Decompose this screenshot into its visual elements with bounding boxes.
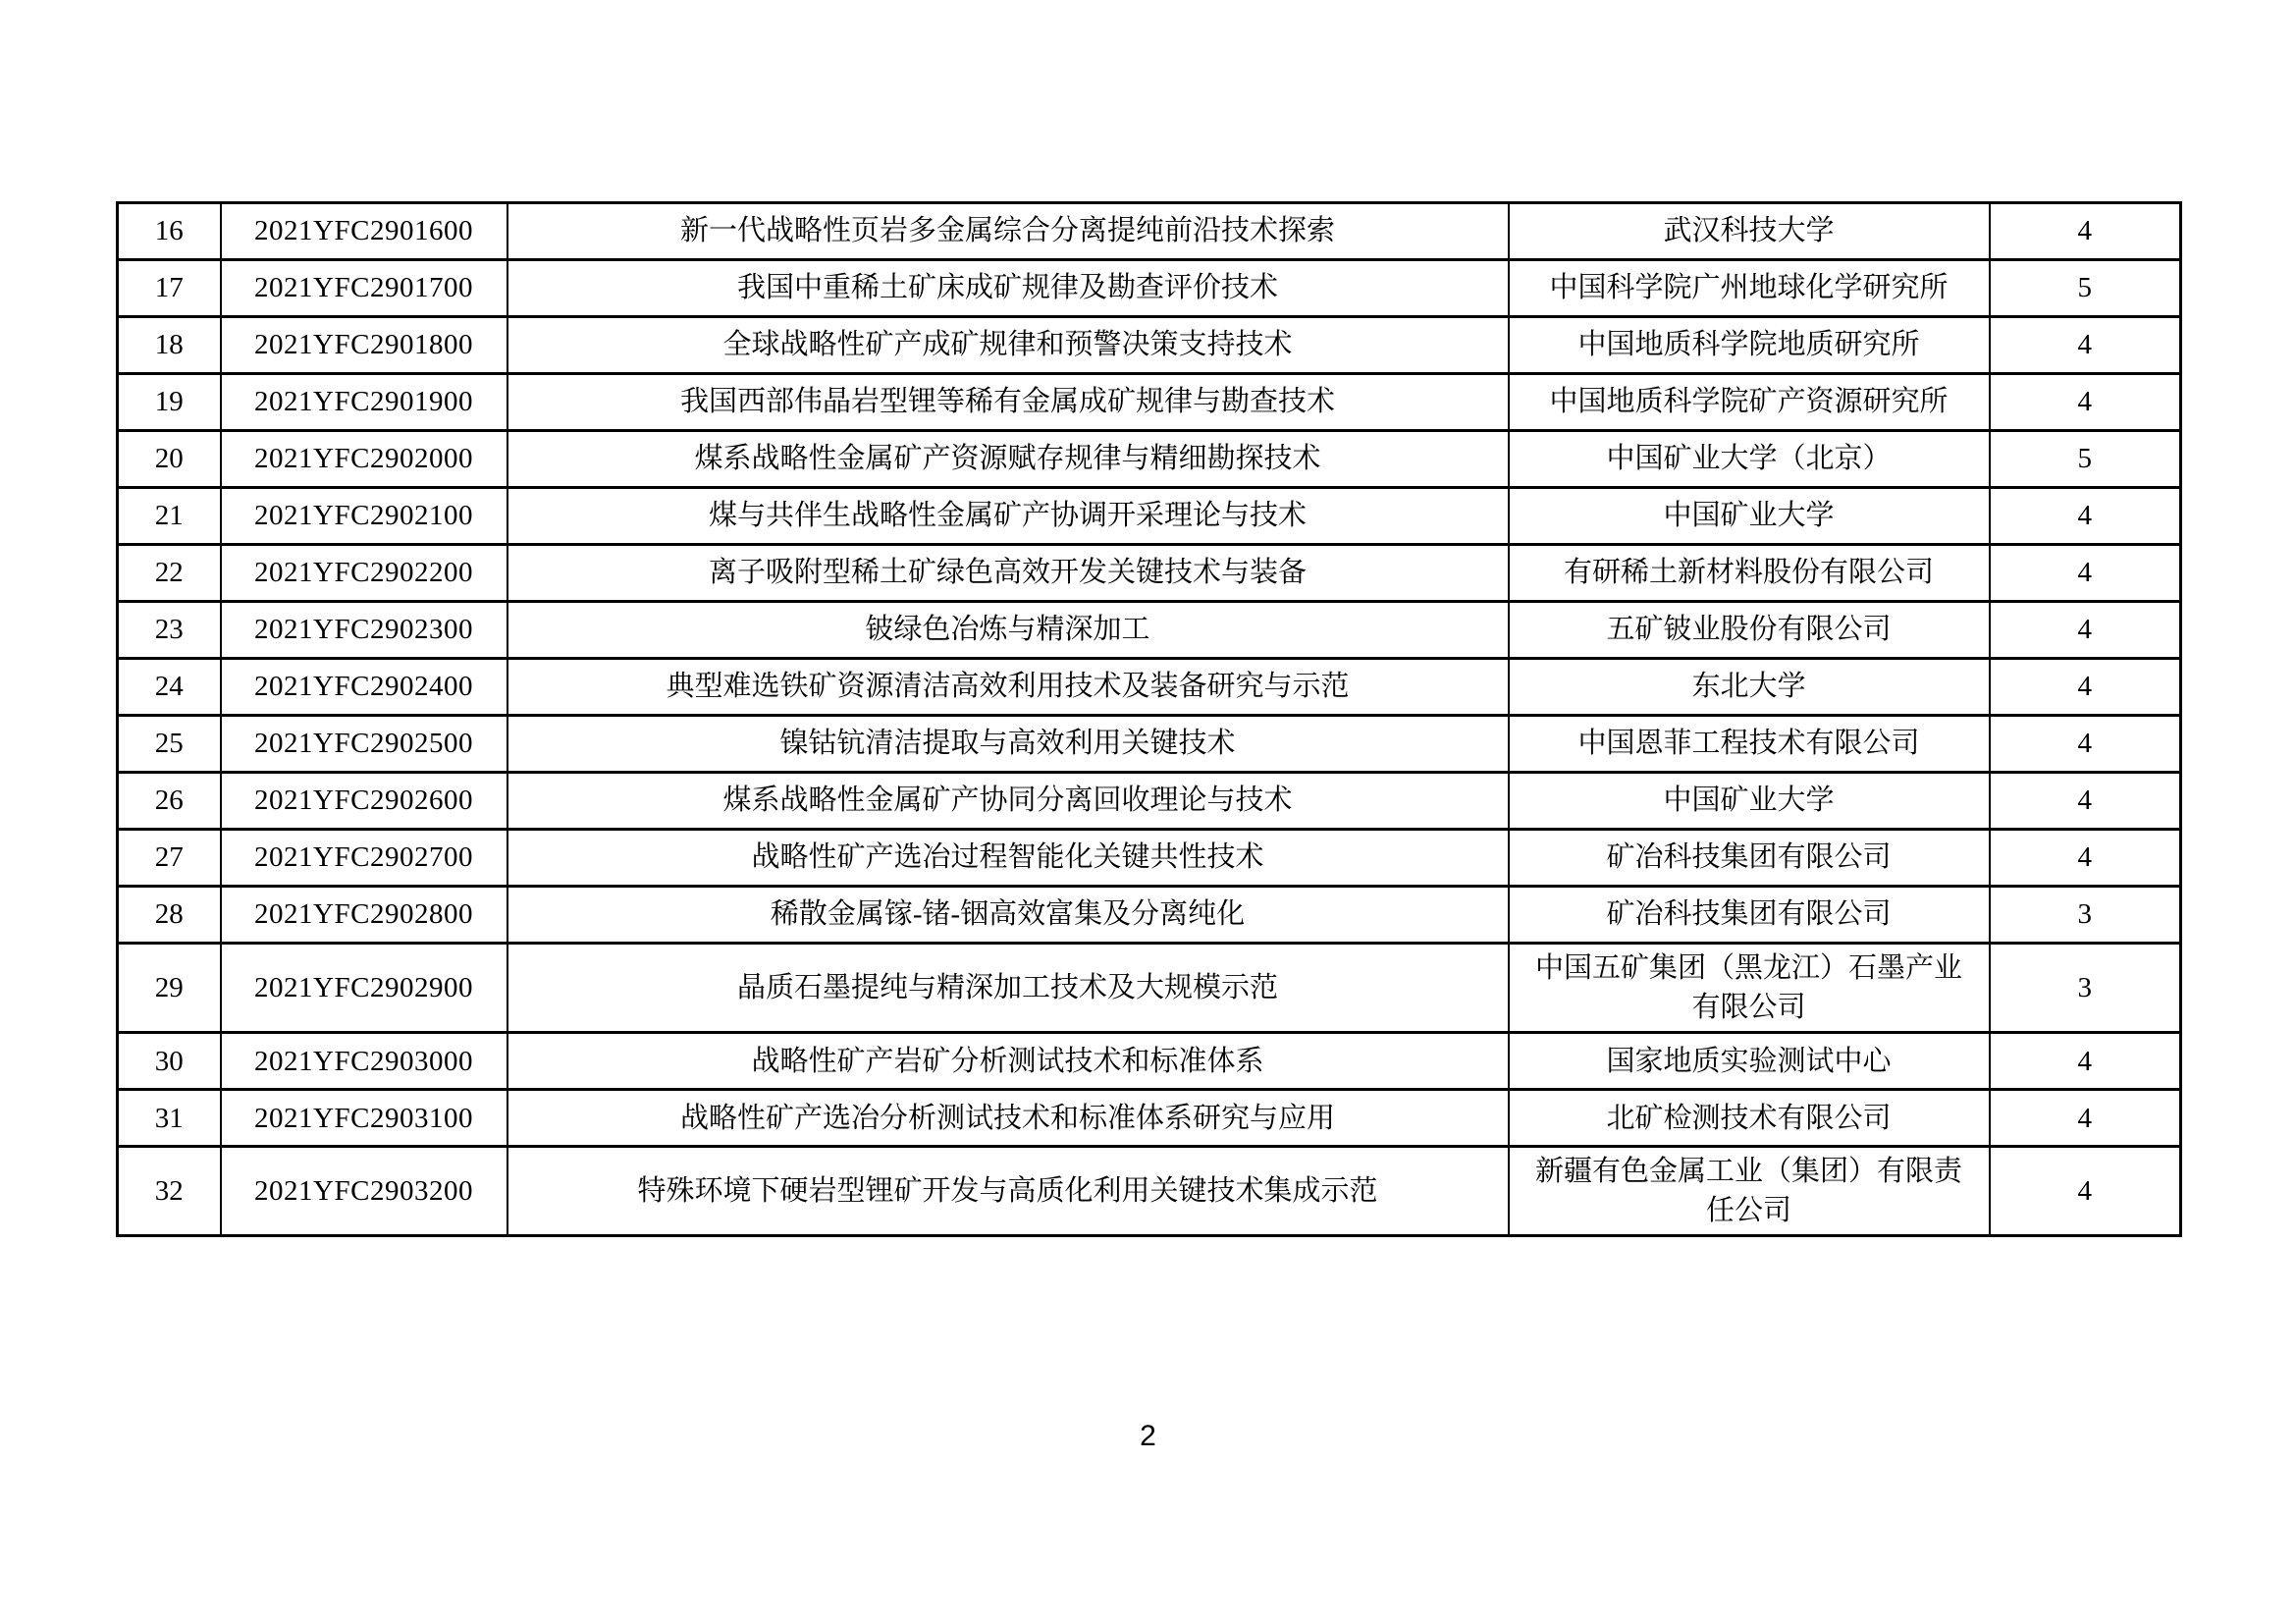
table-row	[118, 1090, 2181, 1147]
row-index-cell: 18	[118, 317, 221, 374]
team-count-cell: 4	[1990, 374, 2181, 431]
table-row	[118, 431, 2181, 488]
project-code-cell: 2021YFC2902700	[221, 830, 507, 887]
team-count-cell: 4	[1990, 1090, 2181, 1147]
organization-cell: 中国地质科学院矿产资源研究所	[1509, 374, 1990, 431]
row-index-cell: 16	[118, 203, 221, 260]
table-row	[118, 944, 2181, 1033]
table-row	[118, 887, 2181, 944]
project-title-cell: 煤与共伴生战略性金属矿产协调开采理论与技术	[507, 488, 1509, 545]
project-table	[116, 201, 2182, 1237]
project-code-cell: 2021YFC2902100	[221, 488, 507, 545]
table-row	[118, 602, 2181, 659]
project-code-cell: 2021YFC2901800	[221, 317, 507, 374]
project-title-cell: 煤系战略性金属矿产协同分离回收理论与技术	[507, 773, 1509, 830]
row-index-cell: 22	[118, 545, 221, 602]
table-row	[118, 545, 2181, 602]
organization-cell: 中国五矿集团（黑龙江）石墨产业有限公司	[1509, 944, 1990, 1033]
organization-cell: 中国恩菲工程技术有限公司	[1509, 716, 1990, 773]
team-count-cell: 4	[1990, 830, 2181, 887]
team-count-cell: 4	[1990, 203, 2181, 260]
row-index-cell: 17	[118, 260, 221, 317]
organization-cell: 中国地质科学院地质研究所	[1509, 317, 1990, 374]
project-title-cell: 镍钴钪清洁提取与高效利用关键技术	[507, 716, 1509, 773]
organization-cell: 国家地质实验测试中心	[1509, 1033, 1990, 1090]
project-title-cell: 我国中重稀土矿床成矿规律及勘查评价技术	[507, 260, 1509, 317]
organization-cell: 中国科学院广州地球化学研究所	[1509, 260, 1990, 317]
table-row	[118, 1147, 2181, 1236]
organization-cell: 北矿检测技术有限公司	[1509, 1090, 1990, 1147]
project-title-cell: 战略性矿产选冶过程智能化关键共性技术	[507, 830, 1509, 887]
table-row	[118, 1033, 2181, 1090]
team-count-cell: 4	[1990, 317, 2181, 374]
project-title-cell: 典型难选铁矿资源清洁高效利用技术及装备研究与示范	[507, 659, 1509, 716]
project-code-cell: 2021YFC2902500	[221, 716, 507, 773]
project-title-cell: 离子吸附型稀土矿绿色高效开发关键技术与装备	[507, 545, 1509, 602]
project-title-cell: 全球战略性矿产成矿规律和预警决策支持技术	[507, 317, 1509, 374]
team-count-cell: 4	[1990, 602, 2181, 659]
organization-cell: 中国矿业大学（北京）	[1509, 431, 1990, 488]
row-index-cell: 19	[118, 374, 221, 431]
table-row	[118, 773, 2181, 830]
table-row	[118, 830, 2181, 887]
organization-cell: 中国矿业大学	[1509, 773, 1990, 830]
project-code-cell: 2021YFC2902000	[221, 431, 507, 488]
row-index-cell: 24	[118, 659, 221, 716]
project-code-cell: 2021YFC2902400	[221, 659, 507, 716]
table-row	[118, 317, 2181, 374]
team-count-cell: 3	[1990, 944, 2181, 1033]
team-count-cell: 4	[1990, 659, 2181, 716]
table-row	[118, 659, 2181, 716]
organization-cell: 东北大学	[1509, 659, 1990, 716]
page-number: 2	[1140, 1420, 1156, 1452]
project-title-cell: 我国西部伟晶岩型锂等稀有金属成矿规律与勘查技术	[507, 374, 1509, 431]
organization-cell: 新疆有色金属工业（集团）有限责任公司	[1509, 1147, 1990, 1236]
project-title-cell: 新一代战略性页岩多金属综合分离提纯前沿技术探索	[507, 203, 1509, 260]
project-code-cell: 2021YFC2902800	[221, 887, 507, 944]
organization-cell: 矿冶科技集团有限公司	[1509, 887, 1990, 944]
project-title-cell: 战略性矿产选冶分析测试技术和标准体系研究与应用	[507, 1090, 1509, 1147]
row-index-cell: 26	[118, 773, 221, 830]
organization-cell: 中国矿业大学	[1509, 488, 1990, 545]
project-code-cell: 2021YFC2902200	[221, 545, 507, 602]
row-index-cell: 30	[118, 1033, 221, 1090]
row-index-cell: 32	[118, 1147, 221, 1236]
project-code-cell: 2021YFC2901600	[221, 203, 507, 260]
project-code-cell: 2021YFC2903100	[221, 1090, 507, 1147]
team-count-cell: 4	[1990, 488, 2181, 545]
organization-cell: 武汉科技大学	[1509, 203, 1990, 260]
row-index-cell: 25	[118, 716, 221, 773]
table-row	[118, 716, 2181, 773]
team-count-cell: 4	[1990, 773, 2181, 830]
project-code-cell: 2021YFC2902900	[221, 944, 507, 1033]
row-index-cell: 20	[118, 431, 221, 488]
table-row	[118, 260, 2181, 317]
table-row	[118, 374, 2181, 431]
project-title-cell: 战略性矿产岩矿分析测试技术和标准体系	[507, 1033, 1509, 1090]
project-title-cell: 稀散金属镓-锗-铟高效富集及分离纯化	[507, 887, 1509, 944]
organization-cell: 五矿铍业股份有限公司	[1509, 602, 1990, 659]
table-row	[118, 203, 2181, 260]
row-index-cell: 23	[118, 602, 221, 659]
row-index-cell: 27	[118, 830, 221, 887]
table-row	[118, 488, 2181, 545]
project-title-cell: 特殊环境下硬岩型锂矿开发与高质化利用关键技术集成示范	[507, 1147, 1509, 1236]
row-index-cell: 29	[118, 944, 221, 1033]
project-code-cell: 2021YFC2902600	[221, 773, 507, 830]
team-count-cell: 4	[1990, 1033, 2181, 1090]
project-title-cell: 煤系战略性金属矿产资源赋存规律与精细勘探技术	[507, 431, 1509, 488]
row-index-cell: 28	[118, 887, 221, 944]
project-code-cell: 2021YFC2901700	[221, 260, 507, 317]
team-count-cell: 4	[1990, 716, 2181, 773]
project-table-body	[118, 203, 2181, 1236]
project-title-cell: 铍绿色冶炼与精深加工	[507, 602, 1509, 659]
project-code-cell: 2021YFC2903200	[221, 1147, 507, 1236]
organization-cell: 矿冶科技集团有限公司	[1509, 830, 1990, 887]
team-count-cell: 4	[1990, 545, 2181, 602]
project-code-cell: 2021YFC2902300	[221, 602, 507, 659]
team-count-cell: 3	[1990, 887, 2181, 944]
project-code-cell: 2021YFC2901900	[221, 374, 507, 431]
project-title-cell: 晶质石墨提纯与精深加工技术及大规模示范	[507, 944, 1509, 1033]
row-index-cell: 21	[118, 488, 221, 545]
team-count-cell: 5	[1990, 431, 2181, 488]
organization-cell: 有研稀土新材料股份有限公司	[1509, 545, 1990, 602]
team-count-cell: 5	[1990, 260, 2181, 317]
project-code-cell: 2021YFC2903000	[221, 1033, 507, 1090]
row-index-cell: 31	[118, 1090, 221, 1147]
team-count-cell: 4	[1990, 1147, 2181, 1236]
